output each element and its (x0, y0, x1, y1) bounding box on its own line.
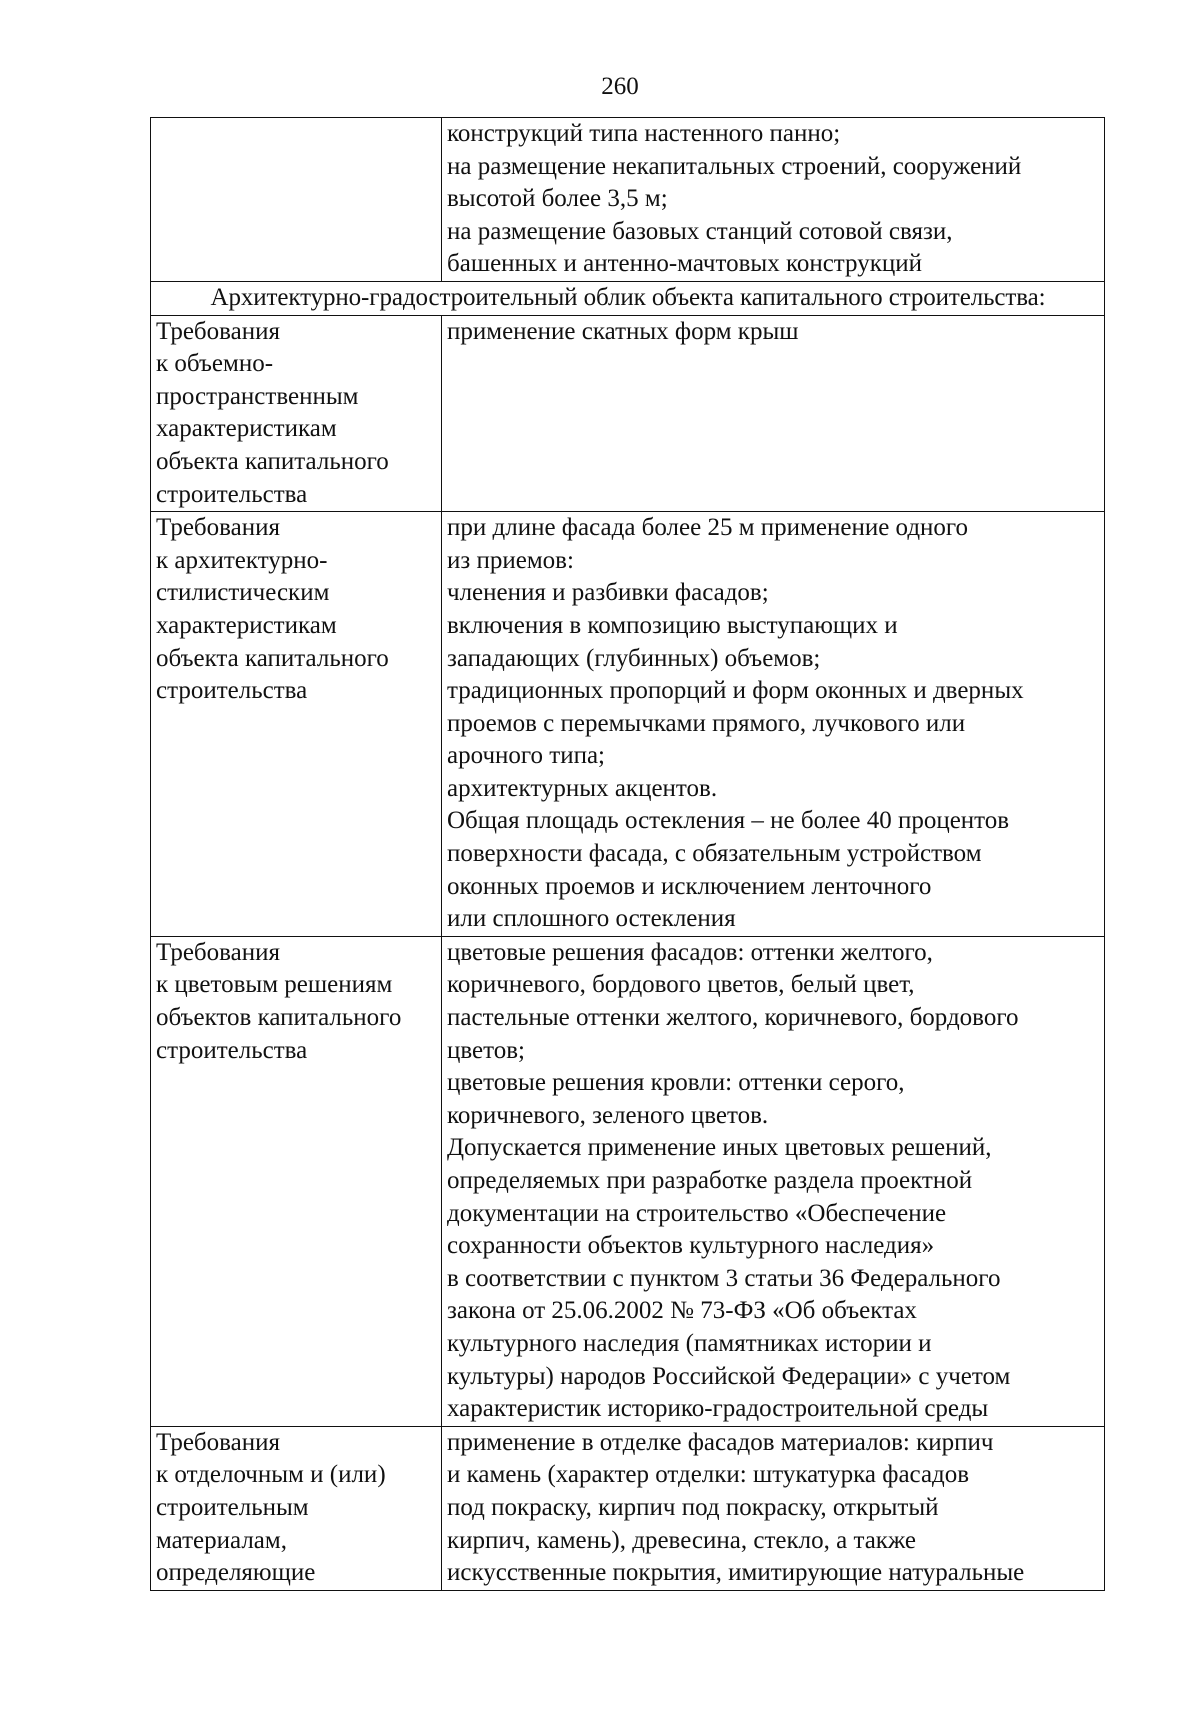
content-line: традиционных пропорций и форм оконных и дверных (447, 677, 1024, 705)
content-line: членения и разбивки фасадов; (447, 579, 769, 607)
content-line: применение скатных форм крыш (447, 317, 799, 345)
content-line: цветовые решения кровли: оттенки серого, (447, 1069, 905, 1097)
label-line: к архитектурно- (156, 546, 328, 574)
row-content-cell (442, 315, 1105, 512)
row-label-cell (151, 512, 442, 937)
label-line: Требования (156, 514, 280, 542)
content-line: на размещение некапитальных строений, сооружений (447, 152, 1022, 180)
page-number: 260 (601, 73, 639, 100)
content-line: арочного типа; (447, 742, 606, 770)
content-line: под покраску, кирпич под покраску, открытый (447, 1493, 939, 1521)
content-line: сохранности объектов культурного наследия» (447, 1232, 935, 1260)
label-line: характеристикам (156, 415, 337, 443)
section-heading: Архитектурно-градостроительный облик объекта капитального строительства: (210, 283, 1046, 311)
label-line: определяющие (156, 1559, 316, 1587)
content-line: включения в композицию выступающих и (447, 611, 898, 639)
content-line: искусственные покрытия, имитирующие натуральные (447, 1559, 1025, 1587)
requirements-table-body (151, 118, 1105, 1591)
row-content-cell (442, 118, 1105, 282)
label-line: Требования (156, 317, 280, 345)
content-line: и камень (характер отделки: штукатурка фасадов (447, 1461, 970, 1489)
row-label-cell (151, 936, 442, 1426)
content-line: архитектурных акцентов. (447, 774, 718, 802)
label-line: строительства (156, 677, 308, 705)
label-line: пространственным (156, 382, 359, 410)
content-line: коричневого, бордового цветов, белый цвет, (447, 971, 915, 999)
label-line: Требования (156, 938, 280, 966)
content-line: кирпич, камень), древесина, стекло, а также (447, 1526, 916, 1554)
table-row (151, 118, 1105, 282)
label-line: стилистическим (156, 579, 330, 607)
label-line: строительным (156, 1493, 309, 1521)
content-line: башенных и антенно-мачтовых конструкций (447, 250, 922, 278)
content-line: определяемых при разработке раздела проектной (447, 1167, 973, 1194)
label-line: к отделочным и (или) (156, 1461, 386, 1489)
content-line: при длине фасада более 25 м применение одного (447, 514, 969, 542)
table-row (151, 512, 1105, 937)
content-line: проемов с перемычками прямого, лучкового или (447, 709, 966, 737)
content-line: пастельные оттенки желтого, коричневого, бордового (447, 1004, 1019, 1032)
label-line: строительства (156, 480, 308, 508)
label-line: объекта капитального (156, 644, 389, 672)
content-line: Допускается применение иных цветовых решений, (447, 1134, 992, 1162)
row-content-cell (442, 512, 1105, 937)
row-label-cell (151, 118, 442, 282)
content-line: культуры) народов Российской Федерации» с учетом (447, 1362, 1011, 1390)
content-line: или сплошного остекления (447, 905, 736, 933)
content-line: Общая площадь остекления – не более 40 процентов (447, 807, 1010, 835)
content-line: поверхности фасада, с обязательным устройством (447, 840, 982, 868)
content-line: цветов; (447, 1036, 525, 1064)
section-heading-cell (151, 281, 1105, 315)
row-content-cell (442, 936, 1105, 1426)
table-row (151, 936, 1105, 1426)
label-line: Требования (156, 1428, 280, 1456)
requirements-table (150, 117, 1105, 1591)
label-line: к цветовым решениям (156, 971, 393, 999)
content-line: в соответствии с пунктом 3 статьи 36 Федерального (447, 1264, 1001, 1292)
content-line: оконных проемов и исключением ленточного (447, 872, 932, 900)
row-content-cell (442, 1426, 1105, 1590)
content-line: культурного наследия (памятниках истории и (447, 1329, 932, 1357)
label-line: к объемно- (156, 350, 274, 378)
content-line: коричневого, зеленого цветов. (447, 1101, 769, 1129)
table-row (151, 281, 1105, 315)
content-line: на размещение базовых станций сотовой связи, (447, 217, 953, 245)
content-line: западающих (глубинных) объемов; (447, 644, 821, 672)
label-line: характеристикам (156, 611, 337, 639)
label-line: объекта капитального (156, 447, 389, 475)
content-line: закона от 25.06.2002 № 73-ФЗ «Об объектах (447, 1297, 917, 1325)
row-label-cell (151, 315, 442, 512)
content-line: применение в отделке фасадов материалов: кирпич (447, 1428, 994, 1456)
table-row (151, 1426, 1105, 1590)
table-row (151, 315, 1105, 512)
label-line: строительства (156, 1036, 308, 1064)
content-line: высотой более 3,5 м; (447, 185, 668, 213)
content-line: характеристик историко-градостроительной среды (447, 1395, 989, 1423)
label-line: объектов капитального (156, 1004, 402, 1032)
content-line: документации на строительство «Обеспечение (447, 1199, 947, 1227)
row-label-cell (151, 1426, 442, 1590)
content-line: из приемов: (447, 546, 574, 574)
content-line: цветовые решения фасадов: оттенки желтого, (447, 938, 933, 966)
label-line: материалам, (156, 1526, 287, 1554)
content-line: конструкций типа настенного панно; (447, 120, 841, 147)
